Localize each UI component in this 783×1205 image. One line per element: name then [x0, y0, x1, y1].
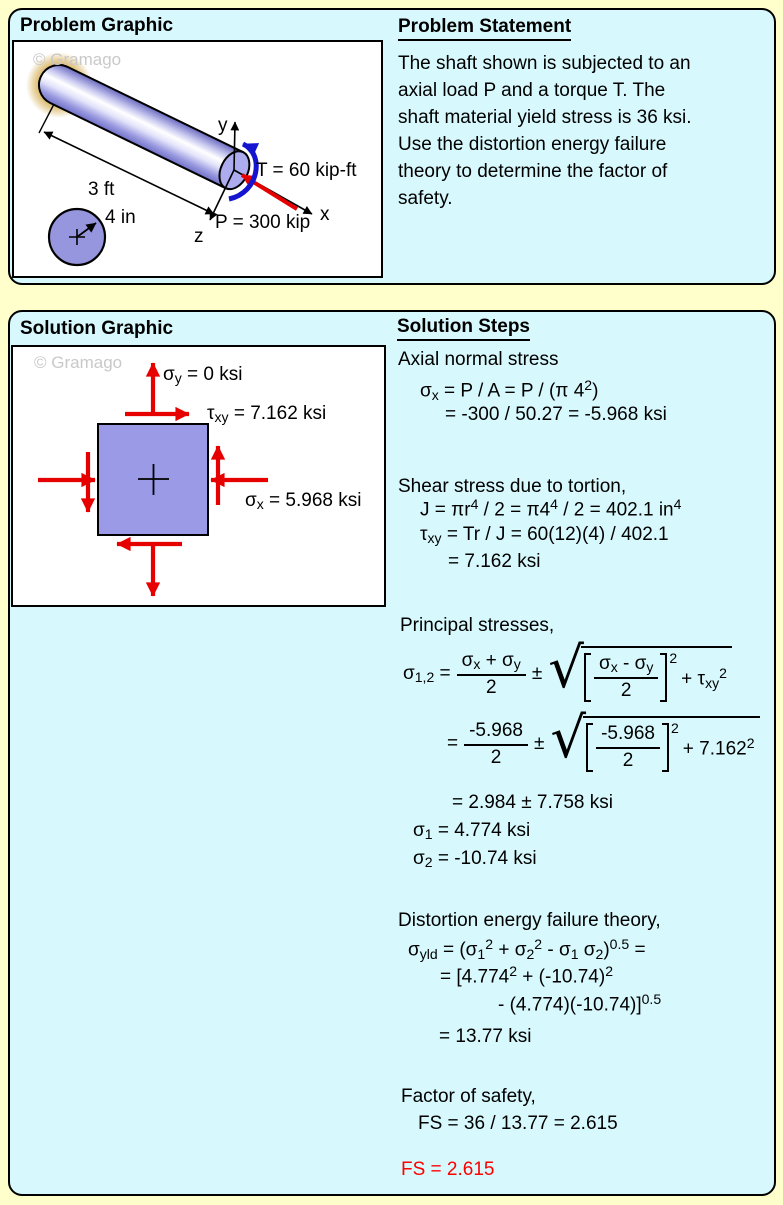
fraction: [457, 650, 526, 699]
fraction: [464, 720, 528, 769]
torque-label: T = 60 kip-ft: [256, 160, 357, 181]
fraction-denominator: 2: [622, 750, 634, 771]
radical-sign: √: [548, 636, 584, 701]
fraction-denominator: 2: [620, 680, 632, 702]
step-fos-heading: Factor of safety,: [401, 1086, 536, 1107]
axis-x-label: x: [320, 204, 330, 225]
fos-final-result: FS = 2.615: [401, 1159, 495, 1180]
problem-statement-text: [398, 50, 692, 212]
statement-line: The shaft shown is subjected to an: [398, 53, 691, 74]
statement-line: axial load P and a torque T. The: [398, 80, 666, 101]
eq-principal-values: [447, 706, 766, 772]
eq-sigma1: $\sigma_1 = 4.774$ ksi: [413, 820, 531, 843]
eq-vonmises: $\sigma_{yld} = (\sigma_1^2 + \sigma_2^2 - \sigma_1$ $\sigma_2)^{0.5}$ =: [408, 936, 646, 962]
statement-line: shaft material yield stress is 36 ksi.: [398, 107, 692, 128]
plus-minus: ±: [533, 733, 545, 754]
eq-polar-moment: $J = \pi r^4 / 2 = \pi 4^4 / 2 = 402.1$ $in^4$: [420, 496, 682, 521]
left-bracket: [586, 723, 593, 772]
solution-steps-title: Solution Steps: [397, 316, 530, 341]
eq-principal-result: = 2.984 ± 7.758 ksi: [452, 792, 613, 813]
plus-minus: ±: [531, 663, 543, 685]
fraction-denominator: 2: [485, 676, 497, 698]
tau-xy-label: $\tau_{xy} = 7.162$ ksi: [207, 403, 327, 426]
eq-tau-xy-value: = 7.162 ksi: [448, 551, 541, 572]
step-principal-heading: Principal stresses,: [400, 615, 555, 636]
problem-graphic-title: Problem Graphic: [20, 15, 174, 36]
axis-y-label: y: [218, 115, 228, 136]
fraction: [596, 723, 660, 772]
bracket-exponent: 2: [669, 650, 678, 666]
eq-fos: FS = 36 / 13.77 = 2.615: [418, 1113, 618, 1134]
shaft-illustration: [14, 42, 381, 276]
step-axial-heading: Axial normal stress: [398, 349, 559, 370]
shaft-length-label: 3 ft: [88, 179, 115, 200]
solution-panel: [8, 310, 776, 1196]
fraction-numerator: -5.968: [464, 720, 528, 746]
shaft-radius-label: 4 in: [105, 207, 136, 228]
fraction: [594, 653, 658, 702]
solution-graphic-box: [11, 345, 386, 607]
eq-sigma2: $\sigma_2 = -10.74$ ksi: [413, 848, 537, 871]
step-shear-heading: Shear stress due to tortion,: [398, 476, 627, 497]
radicand: [581, 646, 732, 702]
radicand: [583, 716, 759, 772]
watermark: © Gramago: [33, 50, 122, 69]
radicand-tail: + $\tau_{xy}^2$: [681, 664, 727, 691]
eq-lhs: =: [447, 733, 459, 754]
fraction-numerator: $\sigma_x - \sigma_y$: [594, 653, 658, 679]
problem-statement-title: Problem Statement: [398, 16, 571, 41]
sigma-y-label: $\sigma_y = 0$ ksi: [163, 364, 243, 387]
statement-line: Use the distortion energy failure: [398, 134, 667, 155]
fraction-numerator: -5.968: [596, 723, 660, 749]
solution-graphic-title: Solution Graphic: [20, 318, 174, 339]
axis-z-label: z: [194, 226, 204, 247]
eq-vonmises-sub1: = [$4.774^2 + (-10.74)^2$: [440, 963, 614, 988]
statement-line: theory to determine the factor of: [398, 161, 668, 182]
eq-sigma-x: $\sigma_x = P / A = P / (\pi$ $4^2$): [420, 377, 599, 403]
step-distortion-heading: Distortion energy failure theory,: [398, 910, 661, 931]
radicand-tail: + $7.162^2$: [682, 734, 755, 760]
eq-principal-formula: [403, 636, 738, 702]
square-root: [548, 636, 732, 702]
axial-load-label: P = 300 kip: [215, 212, 311, 233]
fraction-numerator: $\sigma_x + \sigma_y$: [457, 650, 526, 676]
eq-vonmises-result: = 13.77 ksi: [439, 1026, 532, 1047]
square-root: [550, 706, 759, 772]
statement-line: safety.: [398, 188, 453, 209]
watermark: © Gramago: [34, 353, 123, 372]
problem-graphic-box: [12, 40, 383, 278]
left-bracket: [584, 653, 591, 702]
eq-tau-xy: $\tau_{xy} = Tr / J = 60(12)(4) / 402.1$: [420, 524, 669, 547]
problem-panel: [8, 8, 776, 285]
eq-vonmises-sub2: - (4.774)(-10.74)]$^{0.5}$: [498, 991, 662, 1016]
radical-sign: √: [550, 706, 587, 771]
fraction-denominator: 2: [490, 746, 502, 768]
eq-lhs: $\sigma_{1,2}$ =: [403, 663, 451, 686]
bracket-exponent: 2: [670, 720, 679, 736]
right-bracket: [660, 653, 667, 702]
eq-sigma-x-value: = -300 / 50.27 = -5.968 ksi: [445, 404, 667, 425]
sigma-x-label: $\sigma_x = 5.968$ ksi: [245, 490, 362, 513]
axis-y: [234, 122, 235, 170]
right-bracket: [662, 723, 669, 772]
cross-section: [49, 209, 105, 265]
